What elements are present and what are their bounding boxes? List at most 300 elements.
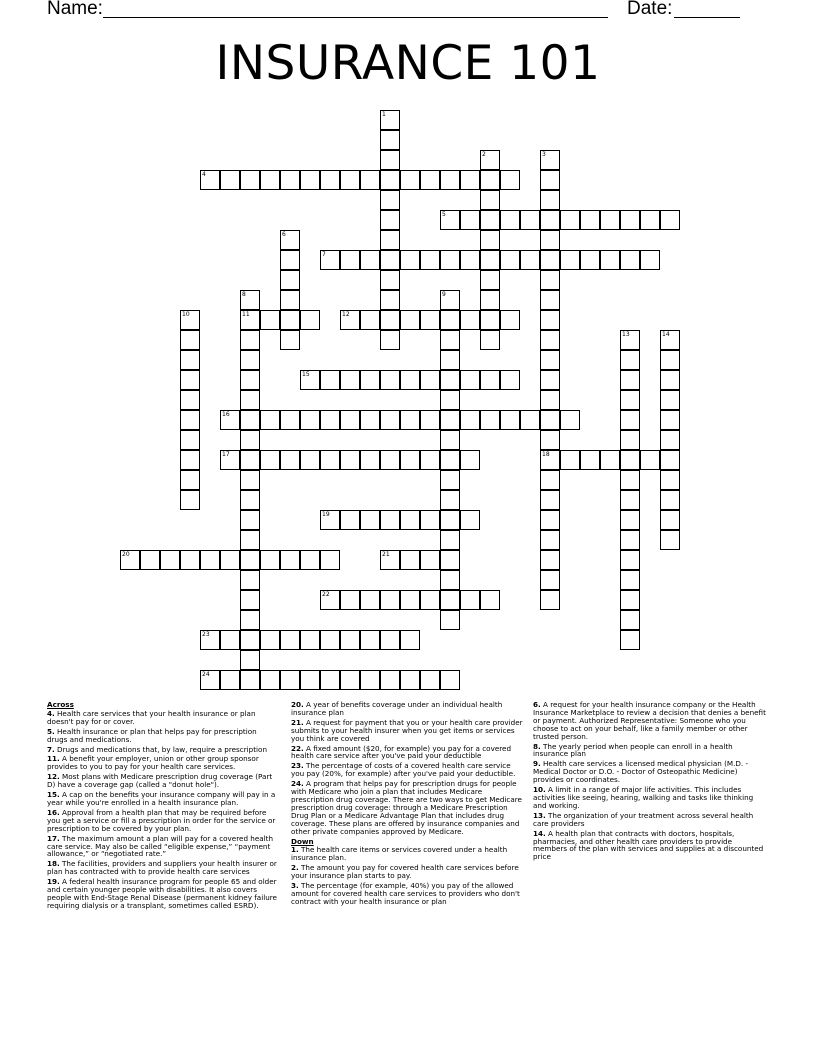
grid-cell[interactable] bbox=[480, 290, 500, 310]
grid-cell[interactable] bbox=[200, 630, 220, 650]
grid-cell[interactable] bbox=[460, 250, 480, 270]
grid-cell[interactable] bbox=[160, 550, 180, 570]
grid-cell[interactable] bbox=[660, 470, 680, 490]
grid-cell[interactable] bbox=[600, 450, 620, 470]
grid-cell[interactable] bbox=[280, 170, 300, 190]
grid-cell[interactable] bbox=[320, 590, 340, 610]
grid-cell[interactable] bbox=[260, 630, 280, 650]
grid-cell[interactable] bbox=[620, 370, 640, 390]
grid-cell[interactable] bbox=[140, 550, 160, 570]
grid-cell[interactable] bbox=[540, 210, 560, 230]
grid-cell[interactable] bbox=[360, 310, 380, 330]
grid-cell[interactable] bbox=[660, 330, 680, 350]
clue-item bbox=[47, 728, 279, 744]
grid-cell[interactable] bbox=[580, 210, 600, 230]
grid-cell[interactable] bbox=[380, 150, 400, 170]
grid-cell[interactable] bbox=[620, 210, 640, 230]
clue-item-number: 3. bbox=[291, 881, 299, 891]
clue-item bbox=[47, 746, 279, 754]
clue-item bbox=[291, 864, 525, 880]
clue-item bbox=[533, 760, 768, 784]
grid-cell[interactable] bbox=[440, 310, 460, 330]
grid-cell[interactable] bbox=[440, 470, 460, 490]
grid-cell[interactable] bbox=[240, 630, 260, 650]
grid-cell[interactable] bbox=[500, 250, 520, 270]
grid-cell[interactable] bbox=[440, 670, 460, 690]
grid-cell[interactable] bbox=[220, 410, 240, 430]
grid-cell[interactable] bbox=[380, 250, 400, 270]
grid-cell[interactable] bbox=[340, 450, 360, 470]
grid-cell[interactable] bbox=[440, 290, 460, 310]
grid-cell[interactable] bbox=[300, 410, 320, 430]
grid-cell[interactable] bbox=[480, 190, 500, 210]
grid-cell[interactable] bbox=[480, 270, 500, 290]
grid-cell[interactable] bbox=[380, 290, 400, 310]
grid-cell[interactable] bbox=[380, 130, 400, 150]
grid-cell[interactable] bbox=[460, 170, 480, 190]
grid-cell[interactable] bbox=[400, 170, 420, 190]
clue-item-number: 22. bbox=[291, 743, 304, 753]
grid-cell[interactable] bbox=[440, 350, 460, 370]
grid-cell[interactable] bbox=[360, 590, 380, 610]
grid-cell[interactable] bbox=[380, 190, 400, 210]
grid-cell[interactable] bbox=[620, 610, 640, 630]
grid-cell[interactable] bbox=[400, 670, 420, 690]
grid-cell[interactable] bbox=[500, 410, 520, 430]
grid-cell[interactable] bbox=[540, 390, 560, 410]
grid-cell[interactable] bbox=[540, 350, 560, 370]
grid-cell[interactable] bbox=[320, 250, 340, 270]
grid-cell[interactable] bbox=[240, 590, 260, 610]
clue-item-text: A health plan that contracts with doctors, hospitals, pharmacies, and other health care providers to provide members of the plan with services and supplies at a discounted price bbox=[533, 828, 764, 862]
grid-cell[interactable] bbox=[400, 310, 420, 330]
grid-cell[interactable] bbox=[640, 210, 660, 230]
grid-cell[interactable] bbox=[380, 370, 400, 390]
grid-cell[interactable] bbox=[480, 410, 500, 430]
grid-cell[interactable] bbox=[420, 310, 440, 330]
grid-cell[interactable] bbox=[180, 350, 200, 370]
grid-cell[interactable] bbox=[620, 490, 640, 510]
grid-cell[interactable] bbox=[280, 270, 300, 290]
grid-cell[interactable] bbox=[180, 370, 200, 390]
grid-cell[interactable] bbox=[440, 370, 460, 390]
grid-cell[interactable] bbox=[480, 210, 500, 230]
grid-cell[interactable] bbox=[240, 450, 260, 470]
clue-item-number: 7. bbox=[47, 744, 55, 754]
grid-cell[interactable] bbox=[660, 410, 680, 430]
clue-item-text: A fixed amount ($20, for example) you pay for a covered health care service after you've paid your deductible bbox=[291, 743, 512, 761]
grid-cell[interactable] bbox=[660, 530, 680, 550]
grid-cell[interactable] bbox=[280, 230, 300, 250]
grid-cell[interactable] bbox=[200, 670, 220, 690]
grid-cell[interactable] bbox=[480, 230, 500, 250]
clue-item-text: Health care services a licensed medical physician (M.D. - Medical Doctor or D.O. - Doctor of Osteopathic Medicine) provides or coordinates. bbox=[533, 759, 749, 785]
page-title: INSURANCE 101 bbox=[215, 36, 601, 91]
grid-cell[interactable] bbox=[380, 230, 400, 250]
grid-cell[interactable] bbox=[460, 590, 480, 610]
grid-cell[interactable] bbox=[440, 390, 460, 410]
grid-cell[interactable] bbox=[420, 170, 440, 190]
grid-cell[interactable] bbox=[480, 310, 500, 330]
grid-cell[interactable] bbox=[240, 650, 260, 670]
grid-cell[interactable] bbox=[520, 410, 540, 430]
grid-cell[interactable] bbox=[480, 590, 500, 610]
grid-cell[interactable] bbox=[380, 110, 400, 130]
grid-cell[interactable] bbox=[200, 550, 220, 570]
grid-cell[interactable] bbox=[380, 170, 400, 190]
grid-cell[interactable] bbox=[440, 210, 460, 230]
clue-item-text: A request for payment that you or your health care provider submits to your health insurer when you get items or services you think are covered bbox=[291, 717, 523, 743]
grid-cell[interactable] bbox=[360, 170, 380, 190]
grid-cell[interactable] bbox=[300, 630, 320, 650]
grid-cell[interactable] bbox=[240, 490, 260, 510]
grid-cell[interactable] bbox=[240, 510, 260, 530]
down-heading: Down bbox=[291, 836, 314, 846]
grid-cell[interactable] bbox=[540, 250, 560, 270]
grid-cell[interactable] bbox=[660, 510, 680, 530]
grid-cell[interactable] bbox=[260, 310, 280, 330]
grid-cell[interactable] bbox=[580, 250, 600, 270]
grid-cell[interactable] bbox=[420, 670, 440, 690]
grid-cell[interactable] bbox=[420, 510, 440, 530]
clue-number: 5 bbox=[442, 211, 446, 218]
grid-cell[interactable] bbox=[400, 510, 420, 530]
grid-cell[interactable] bbox=[260, 450, 280, 470]
grid-cell[interactable] bbox=[620, 430, 640, 450]
grid-cell[interactable] bbox=[340, 370, 360, 390]
grid-cell[interactable] bbox=[440, 430, 460, 450]
grid-cell[interactable] bbox=[240, 530, 260, 550]
clue-number: 1 bbox=[382, 111, 386, 118]
grid-cell[interactable] bbox=[540, 230, 560, 250]
grid-cell[interactable] bbox=[400, 370, 420, 390]
grid-cell[interactable] bbox=[480, 150, 500, 170]
grid-cell[interactable] bbox=[180, 450, 200, 470]
grid-cell[interactable] bbox=[440, 170, 460, 190]
grid-cell[interactable] bbox=[120, 550, 140, 570]
grid-cell[interactable] bbox=[280, 290, 300, 310]
clue-item-text: The yearly period when people can enroll in a health insurance plan bbox=[533, 741, 733, 759]
grid-cell[interactable] bbox=[240, 410, 260, 430]
clue-item bbox=[47, 791, 279, 807]
grid-cell[interactable] bbox=[220, 630, 240, 650]
grid-cell[interactable] bbox=[660, 490, 680, 510]
grid-cell[interactable] bbox=[540, 190, 560, 210]
clue-item bbox=[533, 701, 768, 741]
grid-cell[interactable] bbox=[340, 630, 360, 650]
grid-cell[interactable] bbox=[460, 510, 480, 530]
grid-cell[interactable] bbox=[320, 370, 340, 390]
grid-cell[interactable] bbox=[240, 330, 260, 350]
grid-cell[interactable] bbox=[360, 510, 380, 530]
grid-cell[interactable] bbox=[440, 610, 460, 630]
grid-cell[interactable] bbox=[480, 330, 500, 350]
grid-cell[interactable] bbox=[540, 550, 560, 570]
grid-cell[interactable] bbox=[620, 410, 640, 430]
clue-item bbox=[291, 745, 525, 761]
grid-cell[interactable] bbox=[340, 510, 360, 530]
grid-cell[interactable] bbox=[440, 510, 460, 530]
grid-cell[interactable] bbox=[620, 530, 640, 550]
grid-cell[interactable] bbox=[480, 250, 500, 270]
grid-cell[interactable] bbox=[240, 290, 260, 310]
grid-cell[interactable] bbox=[480, 370, 500, 390]
grid-cell[interactable] bbox=[540, 310, 560, 330]
grid-cell[interactable] bbox=[480, 170, 500, 190]
grid-cell[interactable] bbox=[300, 670, 320, 690]
grid-cell[interactable] bbox=[300, 550, 320, 570]
grid-cell[interactable] bbox=[300, 310, 320, 330]
grid-cell[interactable] bbox=[540, 490, 560, 510]
grid-cell[interactable] bbox=[460, 370, 480, 390]
grid-cell[interactable] bbox=[180, 310, 200, 330]
grid-cell[interactable] bbox=[620, 450, 640, 470]
grid-cell[interactable] bbox=[500, 210, 520, 230]
grid-cell[interactable] bbox=[280, 310, 300, 330]
grid-cell[interactable] bbox=[660, 350, 680, 370]
grid-cell[interactable] bbox=[300, 170, 320, 190]
grid-cell[interactable] bbox=[620, 510, 640, 530]
grid-cell[interactable] bbox=[200, 170, 220, 190]
grid-cell[interactable] bbox=[320, 550, 340, 570]
grid-cell[interactable] bbox=[500, 370, 520, 390]
grid-cell[interactable] bbox=[320, 510, 340, 530]
grid-cell[interactable] bbox=[560, 250, 580, 270]
grid-cell[interactable] bbox=[320, 410, 340, 430]
grid-cell[interactable] bbox=[340, 250, 360, 270]
clue-number: 17 bbox=[222, 451, 230, 458]
date-label: Date: bbox=[627, 0, 673, 19]
grid-cell[interactable] bbox=[540, 450, 560, 470]
grid-cell[interactable] bbox=[400, 590, 420, 610]
grid-cell[interactable] bbox=[360, 370, 380, 390]
grid-cell[interactable] bbox=[660, 390, 680, 410]
clue-item bbox=[47, 809, 279, 833]
grid-cell[interactable] bbox=[320, 170, 340, 190]
grid-cell[interactable] bbox=[420, 370, 440, 390]
grid-cell[interactable] bbox=[440, 490, 460, 510]
grid-cell[interactable] bbox=[540, 370, 560, 390]
clue-number: 13 bbox=[622, 331, 630, 338]
grid-cell[interactable] bbox=[380, 210, 400, 230]
grid-cell[interactable] bbox=[400, 630, 420, 650]
grid-cell[interactable] bbox=[600, 250, 620, 270]
grid-cell[interactable] bbox=[240, 430, 260, 450]
grid-cell[interactable] bbox=[660, 430, 680, 450]
grid-cell[interactable] bbox=[520, 250, 540, 270]
grid-cell[interactable] bbox=[380, 330, 400, 350]
grid-cell[interactable] bbox=[360, 670, 380, 690]
grid-cell[interactable] bbox=[240, 370, 260, 390]
grid-cell[interactable] bbox=[560, 210, 580, 230]
grid-cell[interactable] bbox=[180, 330, 200, 350]
grid-cell[interactable] bbox=[220, 170, 240, 190]
grid-cell[interactable] bbox=[620, 470, 640, 490]
grid-cell[interactable] bbox=[220, 550, 240, 570]
grid-cell[interactable] bbox=[180, 470, 200, 490]
grid-cell[interactable] bbox=[240, 310, 260, 330]
grid-cell[interactable] bbox=[540, 330, 560, 350]
grid-cell[interactable] bbox=[280, 330, 300, 350]
clue-item bbox=[291, 846, 525, 862]
grid-cell[interactable] bbox=[420, 410, 440, 430]
grid-cell[interactable] bbox=[520, 210, 540, 230]
grid-cell[interactable] bbox=[620, 250, 640, 270]
clue-number: 11 bbox=[242, 311, 250, 318]
grid-cell[interactable] bbox=[540, 290, 560, 310]
clue-item-number: 17. bbox=[47, 833, 60, 843]
grid-cell[interactable] bbox=[280, 250, 300, 270]
grid-cell[interactable] bbox=[340, 590, 360, 610]
grid-cell[interactable] bbox=[380, 630, 400, 650]
grid-cell[interactable] bbox=[240, 170, 260, 190]
grid-cell[interactable] bbox=[180, 550, 200, 570]
grid-cell[interactable] bbox=[400, 410, 420, 430]
grid-cell[interactable] bbox=[380, 270, 400, 290]
grid-cell[interactable] bbox=[400, 450, 420, 470]
grid-cell[interactable] bbox=[320, 450, 340, 470]
grid-cell[interactable] bbox=[400, 550, 420, 570]
grid-cell[interactable] bbox=[240, 610, 260, 630]
clue-number: 2 bbox=[482, 151, 486, 158]
grid-cell[interactable] bbox=[560, 410, 580, 430]
grid-cell[interactable] bbox=[640, 250, 660, 270]
clue-item-number: 19. bbox=[47, 877, 60, 887]
grid-cell[interactable] bbox=[420, 590, 440, 610]
grid-cell[interactable] bbox=[540, 510, 560, 530]
clue-item bbox=[533, 786, 768, 810]
grid-cell[interactable] bbox=[280, 550, 300, 570]
grid-cell[interactable] bbox=[540, 570, 560, 590]
grid-cell[interactable] bbox=[340, 310, 360, 330]
clue-item-number: 10. bbox=[533, 785, 546, 795]
grid-cell[interactable] bbox=[620, 570, 640, 590]
grid-cell[interactable] bbox=[660, 450, 680, 470]
grid-cell[interactable] bbox=[360, 250, 380, 270]
grid-cell[interactable] bbox=[360, 630, 380, 650]
grid-cell[interactable] bbox=[660, 370, 680, 390]
grid-cell[interactable] bbox=[460, 210, 480, 230]
grid-cell[interactable] bbox=[400, 250, 420, 270]
grid-cell[interactable] bbox=[620, 330, 640, 350]
grid-cell[interactable] bbox=[280, 670, 300, 690]
grid-cell[interactable] bbox=[380, 590, 400, 610]
grid-cell[interactable] bbox=[540, 430, 560, 450]
grid-cell[interactable] bbox=[460, 410, 480, 430]
grid-cell[interactable] bbox=[440, 550, 460, 570]
grid-cell[interactable] bbox=[420, 450, 440, 470]
grid-cell[interactable] bbox=[420, 550, 440, 570]
grid-cell[interactable] bbox=[380, 410, 400, 430]
grid-cell[interactable] bbox=[540, 590, 560, 610]
grid-cell[interactable] bbox=[420, 250, 440, 270]
grid-cell[interactable] bbox=[340, 410, 360, 430]
grid-cell[interactable] bbox=[280, 630, 300, 650]
grid-cell[interactable] bbox=[380, 510, 400, 530]
grid-cell[interactable] bbox=[600, 210, 620, 230]
grid-cell[interactable] bbox=[340, 170, 360, 190]
grid-cell[interactable] bbox=[620, 350, 640, 370]
grid-cell[interactable] bbox=[540, 150, 560, 170]
grid-cell[interactable] bbox=[380, 550, 400, 570]
grid-cell[interactable] bbox=[660, 210, 680, 230]
grid-cell[interactable] bbox=[300, 450, 320, 470]
grid-cell[interactable] bbox=[460, 310, 480, 330]
grid-cell[interactable] bbox=[260, 550, 280, 570]
grid-cell[interactable] bbox=[180, 410, 200, 430]
grid-cell[interactable] bbox=[440, 330, 460, 350]
grid-cell[interactable] bbox=[260, 410, 280, 430]
grid-cell[interactable] bbox=[500, 310, 520, 330]
grid-cell[interactable] bbox=[220, 450, 240, 470]
grid-cell[interactable] bbox=[540, 410, 560, 430]
grid-cell[interactable] bbox=[300, 370, 320, 390]
grid-cell[interactable] bbox=[440, 570, 460, 590]
grid-cell[interactable] bbox=[440, 410, 460, 430]
grid-cell[interactable] bbox=[380, 670, 400, 690]
grid-cell[interactable] bbox=[540, 270, 560, 290]
grid-cell[interactable] bbox=[460, 450, 480, 470]
clue-item-number: 8. bbox=[533, 741, 541, 751]
grid-cell[interactable] bbox=[580, 450, 600, 470]
grid-cell[interactable] bbox=[280, 450, 300, 470]
grid-cell[interactable] bbox=[180, 490, 200, 510]
grid-cell[interactable] bbox=[240, 570, 260, 590]
grid-cell[interactable] bbox=[340, 670, 360, 690]
grid-cell[interactable] bbox=[220, 670, 240, 690]
name-label: Name: bbox=[47, 0, 103, 19]
grid-cell[interactable] bbox=[260, 170, 280, 190]
grid-cell[interactable] bbox=[360, 410, 380, 430]
grid-cell[interactable] bbox=[380, 450, 400, 470]
grid-cell[interactable] bbox=[440, 590, 460, 610]
grid-cell[interactable] bbox=[540, 170, 560, 190]
clue-item-text: A request for your health insurance company or the Health Insurance Marketplace to review a decision that denies a benefit or payment. Authorized Representative: Someone who you choose to act on your behalf, like a family member or other trusted person. bbox=[533, 700, 766, 741]
grid-cell[interactable] bbox=[240, 390, 260, 410]
grid-cell[interactable] bbox=[500, 170, 520, 190]
clue-item-number: 2. bbox=[291, 863, 299, 873]
grid-cell[interactable] bbox=[540, 530, 560, 550]
clue-item bbox=[291, 882, 525, 906]
grid-cell[interactable] bbox=[320, 630, 340, 650]
clue-item-text: A limit in a range of major life activities. This includes activities like seeing, hearing, walking and tasks like thinking and working. bbox=[533, 785, 754, 810]
grid-cell[interactable] bbox=[440, 450, 460, 470]
grid-cell[interactable] bbox=[380, 310, 400, 330]
grid-cell[interactable] bbox=[540, 470, 560, 490]
grid-cell[interactable] bbox=[240, 550, 260, 570]
clue-item bbox=[47, 878, 279, 910]
grid-cell[interactable] bbox=[360, 450, 380, 470]
grid-cell[interactable] bbox=[320, 670, 340, 690]
grid-cell[interactable] bbox=[240, 470, 260, 490]
grid-cell[interactable] bbox=[440, 250, 460, 270]
grid-cell[interactable] bbox=[240, 670, 260, 690]
grid-cell[interactable] bbox=[640, 450, 660, 470]
grid-cell[interactable] bbox=[280, 410, 300, 430]
clue-item-text: Drugs and medications that, by law, require a prescription bbox=[57, 744, 268, 754]
clue-item-text: A federal health insurance program for people 65 and older and certain younger people with disabilities. It also covers people with End-Stage Renal Disease (permanent kidney failure requiring dialysis or a transplant, sometimes called ESRD). bbox=[47, 877, 277, 910]
grid-cell[interactable] bbox=[620, 550, 640, 570]
grid-cell[interactable] bbox=[180, 390, 200, 410]
grid-cell[interactable] bbox=[620, 390, 640, 410]
grid-cell[interactable] bbox=[260, 670, 280, 690]
grid-cell[interactable] bbox=[620, 630, 640, 650]
grid-cell[interactable] bbox=[240, 350, 260, 370]
grid-cell[interactable] bbox=[620, 590, 640, 610]
grid-cell[interactable] bbox=[560, 450, 580, 470]
grid-cell[interactable] bbox=[180, 430, 200, 450]
grid-cell[interactable] bbox=[440, 530, 460, 550]
